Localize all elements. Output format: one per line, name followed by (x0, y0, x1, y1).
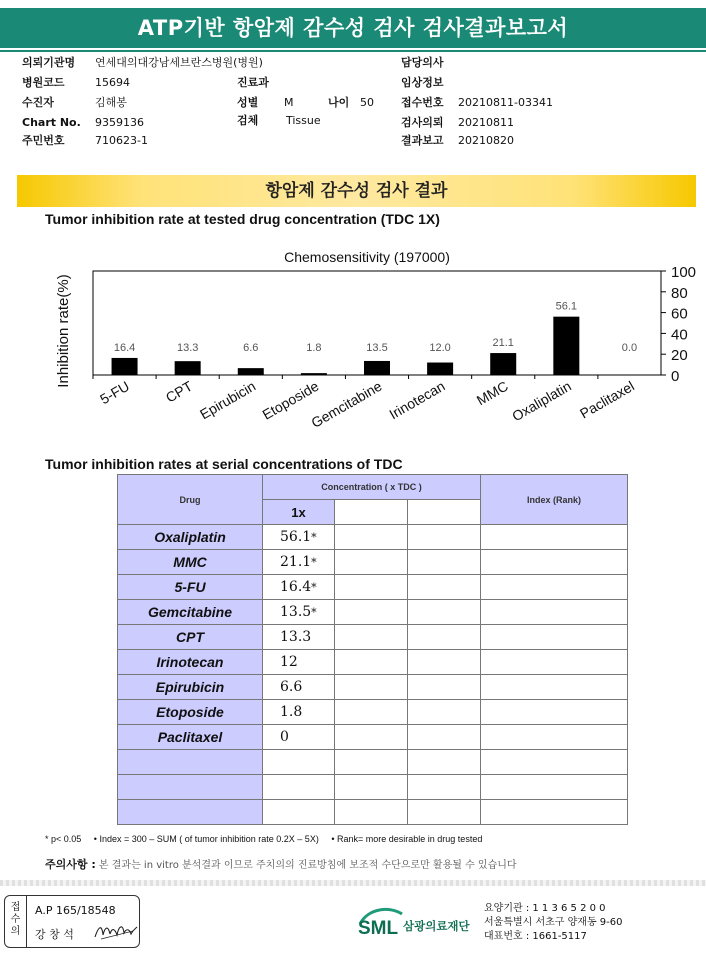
value-number: 16.4 (280, 579, 312, 595)
org-contact (484, 902, 623, 944)
drug-name-cell: Oxaliplatin (118, 525, 263, 550)
significance-mark: * (311, 581, 317, 594)
resident-id-label: 주민번호 (22, 134, 65, 147)
chart-title: Chemosensitivity (197000) (284, 249, 450, 265)
conc3-cell (408, 550, 481, 575)
index-cell (481, 725, 628, 750)
index-cell (481, 575, 628, 600)
request-date-label: 검사의뢰 (401, 116, 444, 129)
logo-mark-text: SML (358, 918, 399, 939)
bar (427, 363, 453, 375)
bar-value-label: 13.5 (366, 342, 388, 354)
conc2-cell (335, 625, 408, 650)
drug-name-cell (118, 775, 263, 800)
index-note: • Index = 300 – SUM ( of tumor inhibition rate 0.2X – 5X) (93, 834, 319, 844)
bar-value-label: 1.8 (306, 342, 322, 354)
bar-value-label: 21.1 (492, 337, 514, 350)
sex-value: M (284, 96, 294, 109)
org-name: 삼광의료재단 (403, 919, 470, 933)
institution-value: 연세대의대강남세브란스병원(병원) (95, 56, 263, 69)
table-row (118, 625, 628, 650)
bar (490, 353, 516, 375)
chart-no-value: 9359136 (95, 116, 144, 129)
drug-name-cell: Etoposide (118, 700, 263, 725)
age-value: 50 (360, 96, 374, 109)
caution-text: 본 결과는 in vitro 분석결과 이므로 주치의의 진료방침에 보조적 수단으로만 활용될 수 있습니다 (98, 860, 517, 871)
conc3-cell (408, 600, 481, 625)
drug-name-cell: Irinotecan (118, 650, 263, 675)
doctor-label: 담당의사 (401, 56, 444, 69)
stamp-label (5, 896, 27, 947)
y-tick-label: 60 (671, 305, 688, 323)
inhibition-table (117, 474, 628, 825)
footnotes (45, 834, 492, 844)
caution (45, 856, 517, 872)
x-category-label: Gemcitabine (308, 377, 385, 431)
table-row (118, 525, 628, 550)
specimen-value: Tissue (286, 114, 321, 127)
value-number: 56.1 (280, 529, 312, 545)
rank-note: • Rank= more desirable in drug tested (331, 834, 483, 844)
value-1x-cell (263, 600, 335, 625)
col-concentration-header: Concentration ( x TDC ) (263, 475, 481, 500)
report-title: ATP기반 항암제 감수성 검사 검사결과보고서 (0, 8, 706, 48)
drug-name-cell: Gemcitabine (118, 600, 263, 625)
bar-value-label: 56.1 (555, 300, 578, 313)
bar (238, 368, 264, 375)
index-cell (481, 650, 628, 675)
value-1x-cell (263, 775, 335, 800)
x-category-label: Irinotecan (386, 377, 448, 423)
value-1x-cell: 13.3 (263, 625, 335, 650)
signature-icon (93, 921, 138, 941)
bar-value-label: 0.0 (621, 342, 638, 354)
bar-value-label: 12.0 (429, 342, 451, 354)
table-row (118, 600, 628, 625)
conc2-cell (335, 675, 408, 700)
hospital-code-value: 15694 (95, 76, 130, 89)
index-cell (481, 775, 628, 800)
conc3-cell (408, 700, 481, 725)
index-cell (481, 625, 628, 650)
table-row (118, 800, 628, 825)
conc3-cell (408, 650, 481, 675)
table-row (118, 725, 628, 750)
drug-name-cell: CPT (118, 625, 263, 650)
resident-id-value: 710623-1 (95, 134, 148, 147)
pathologist-name: 강 창 석 (35, 928, 74, 941)
table-row (118, 675, 628, 700)
stamp-label-char: 접 (10, 902, 21, 913)
conc3-cell (408, 575, 481, 600)
conc2-cell (335, 575, 408, 600)
significance-mark: * (311, 606, 317, 619)
sex-label: 성별 (237, 96, 259, 109)
value-number: 13.5 (280, 604, 312, 620)
conc3-cell (408, 725, 481, 750)
x-category-label: 5-FU (97, 377, 133, 408)
care-code: 요양기관 : 1 1 3 6 5 2 0 0 (484, 903, 606, 914)
index-cell (481, 600, 628, 625)
x-category-label: MMC (473, 377, 511, 409)
value-1x-cell (263, 750, 335, 775)
chart-heading: Tumor inhibition rate at tested drug concentration (TDC 1X) (45, 211, 440, 227)
value-1x-cell: 6.6 (263, 675, 335, 700)
conc2-cell (335, 600, 408, 625)
org-address: 서울특별시 서초구 양재동 9-60 (484, 917, 623, 928)
conc3-cell (408, 750, 481, 775)
x-category-label: Epirubicin (197, 377, 259, 423)
x-category-label: CPT (162, 377, 196, 406)
bar (364, 361, 390, 375)
p-value-note: * p< 0.05 (45, 834, 82, 844)
value-1x-cell (263, 525, 335, 550)
value-1x-cell (263, 800, 335, 825)
conc3-cell (408, 525, 481, 550)
x-category-label: Paclitaxel (577, 377, 637, 422)
accession-label: 접수번호 (401, 96, 444, 109)
hospital-code-label: 병원코드 (22, 76, 65, 89)
index-cell (481, 525, 628, 550)
x-category-label: Oxaliplatin (509, 377, 574, 425)
index-cell (481, 550, 628, 575)
y-tick-label: 20 (671, 347, 688, 365)
value-1x-cell (263, 550, 335, 575)
caution-title: 주의사항 : (45, 858, 96, 871)
patient-label: 수진자 (22, 96, 54, 109)
footer-divider (0, 880, 706, 886)
value-number: 21.1 (280, 554, 312, 570)
drug-name-cell: 5-FU (118, 575, 263, 600)
col-conc3-header (408, 500, 481, 525)
report-date-value: 20210820 (458, 134, 514, 147)
specimen-label: 검체 (237, 114, 259, 127)
y-tick-label: 100 (671, 264, 697, 281)
col-drug-header: Drug (118, 475, 263, 525)
conc2-cell (335, 700, 408, 725)
drug-name-cell: MMC (118, 550, 263, 575)
table-row (118, 575, 628, 600)
org-phone: 대표번호 : 1661-5117 (484, 931, 587, 942)
receiver-stamp (4, 895, 140, 948)
conc2-cell (335, 775, 408, 800)
drug-name-cell: Paclitaxel (118, 725, 263, 750)
drug-name-cell (118, 800, 263, 825)
ap-number: A.P 165/18548 (35, 904, 116, 917)
bar (301, 373, 327, 375)
sml-logo-icon (358, 904, 478, 940)
report-date-label: 결과보고 (401, 134, 444, 147)
conc2-cell (335, 800, 408, 825)
y-tick-label: 0 (671, 368, 680, 385)
table-heading: Tumor inhibition rates at serial concentrations of TDC (45, 456, 403, 472)
bar-value-label: 6.6 (243, 342, 259, 354)
table-row (118, 550, 628, 575)
table-row (118, 700, 628, 725)
age-label: 나이 (328, 96, 350, 109)
bar (112, 358, 138, 375)
col-conc2-header (335, 500, 408, 525)
table-row (118, 775, 628, 800)
section-title: 항암제 감수성 검사 결과 (265, 181, 448, 201)
stamp-label-char: 의 (10, 926, 21, 937)
bar-value-label: 13.3 (176, 342, 199, 354)
conc2-cell (335, 725, 408, 750)
conc2-cell (335, 550, 408, 575)
table-row (118, 650, 628, 675)
conc3-cell (408, 625, 481, 650)
clinical-info-label: 임상정보 (401, 76, 444, 89)
index-cell (481, 675, 628, 700)
institution-label: 의뢰기관명 (22, 56, 76, 69)
conc3-cell (408, 775, 481, 800)
col-1x-header: 1x (263, 500, 335, 525)
index-cell (481, 700, 628, 725)
y-tick-label: 40 (671, 326, 688, 344)
bar-value-label: 16.4 (113, 341, 136, 354)
value-1x-cell: 12 (263, 650, 335, 675)
y-axis-label: Inhibition rate(%) (55, 274, 72, 388)
x-category-label: Etoposide (259, 377, 322, 423)
bar (175, 361, 201, 375)
patient-value: 김해봉 (95, 96, 127, 109)
value-1x-cell: 1.8 (263, 700, 335, 725)
significance-mark: * (311, 556, 317, 569)
chart-no-label: Chart No. (22, 116, 81, 129)
conc2-cell (335, 750, 408, 775)
significance-mark: * (311, 531, 317, 544)
stamp-label-char: 수 (10, 914, 21, 925)
conc3-cell (408, 675, 481, 700)
bar (553, 317, 579, 375)
accession-value: 20210811-03341 (458, 96, 553, 109)
drug-name-cell (118, 750, 263, 775)
index-cell (481, 750, 628, 775)
drug-name-cell: Epirubicin (118, 675, 263, 700)
table-row (118, 750, 628, 775)
y-tick-label: 80 (671, 284, 688, 302)
index-cell (481, 800, 628, 825)
conc2-cell (335, 525, 408, 550)
title-divider (0, 50, 706, 52)
conc3-cell (408, 800, 481, 825)
value-1x-cell: 0 (263, 725, 335, 750)
value-1x-cell (263, 575, 335, 600)
section-bar (17, 175, 696, 207)
chemosensitivity-chart (0, 236, 706, 446)
request-date-value: 20210811 (458, 116, 514, 129)
conc2-cell (335, 650, 408, 675)
table-header-row (118, 475, 628, 500)
department-label: 진료과 (237, 76, 269, 89)
col-index-header: Index (Rank) (481, 475, 628, 525)
